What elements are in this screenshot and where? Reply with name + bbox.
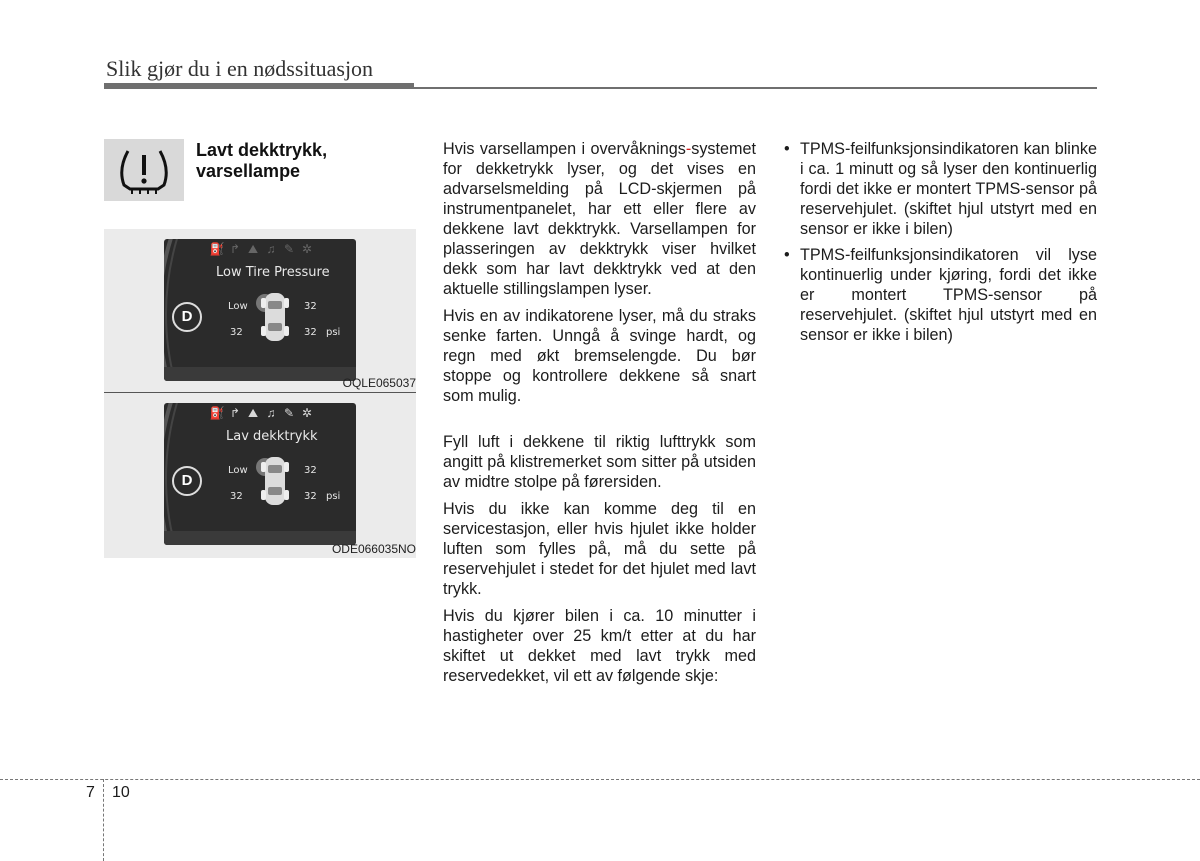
footer-vertical-rule xyxy=(103,779,104,861)
text-column-middle xyxy=(443,139,756,693)
bullet-mark: • xyxy=(784,246,790,264)
paragraph: Fyll luft i dekkene til riktig lufttrykk som angitt på klistremerket som sitter på utsiden av midtre stolpe på førersiden. xyxy=(443,433,756,491)
hyphen-mark: - xyxy=(685,140,692,158)
list-item xyxy=(784,139,1097,239)
wrench-icon: ✎ xyxy=(283,242,295,256)
paragraph: Hvis du kjører bilen i ca. 10 minutter i hastigheter over 25 km/t etter at du har skiftet ut dekket med lavt trykk med reservedekket, vil ett av følgende skje: xyxy=(443,607,756,685)
car-top-view-icon xyxy=(256,289,292,345)
turn-arrow-icon: ↱ xyxy=(229,406,241,420)
bullet-list xyxy=(784,139,1097,345)
cluster-display xyxy=(164,239,356,381)
cluster-menu-icons xyxy=(208,406,316,421)
pressure-unit: psi xyxy=(326,491,341,502)
front-left-pressure: Low xyxy=(228,301,248,312)
road-icon: ⛰ xyxy=(247,406,259,420)
text-column-right xyxy=(784,139,1097,351)
figure-code: ODE066035NO xyxy=(331,542,416,556)
gear-indicator: D xyxy=(172,466,202,496)
fuel-pump-icon: ⛽ xyxy=(209,406,225,420)
bullet-mark: • xyxy=(784,140,790,158)
tire-pressure-warning-icon xyxy=(104,139,184,201)
figure-tpms-norwegian xyxy=(104,393,416,558)
road-icon: ⛰ xyxy=(247,242,259,256)
turn-arrow-icon: ↱ xyxy=(229,242,241,256)
paragraph: Hvis en av indikatorene lyser, må du straks senke farten. Unngå å svinge hardt, og regn med økt bremselengde. Du bør stoppe og kontrollere dekkene så snart som mulig. xyxy=(443,307,756,405)
pressure-unit: psi xyxy=(326,327,341,338)
paragraph-text: systemet for dekketrykk lyser, og det vises en advarselsmelding på LCD-skjermen på instrumentpanelet, har ett eller flere av dekkene lavt dekktrykk. Varsellampen for plasseringen av dekktrykk viser hvilket dekk som har lavt dekktrykk ved at den aktuelle stillingslampen lyser. xyxy=(443,140,756,298)
figure-tpms-english xyxy=(104,229,416,392)
list-item-text: TPMS-feilfunksjonsindikatoren kan blinke i ca. 1 minutt og så lyser den kontinuerlig fordi det ikke er montert TPMS-sensor på reservehjulet. (skiftet hjul utstyrt med en sensor er ikke i bilen) xyxy=(800,140,1097,238)
cluster-message: Lav dekktrykk xyxy=(226,429,318,444)
list-item-text: TPMS-feilfunksjonsindikatoren vil lyse kontinuerlig under kjøring, fordi det ikke er montert TPMS-sensor på reservehjulet. (skiftet hjul utstyrt med en sensor er ikke i bilen) xyxy=(800,246,1097,344)
settings-icon: ✲ xyxy=(301,406,313,420)
rear-left-pressure: 32 xyxy=(230,327,243,338)
car-top-view-icon xyxy=(256,453,292,509)
rear-right-pressure: 32 xyxy=(304,491,317,502)
figure-code: OQLE065037 xyxy=(342,376,416,390)
cluster-message: Low Tire Pressure xyxy=(216,265,330,280)
cluster-display xyxy=(164,403,356,545)
header-rule-thin xyxy=(414,87,1097,89)
list-item xyxy=(784,245,1097,345)
paragraph: Hvis du ikke kan komme deg til en servicestasjon, eller hvis hjulet ikke holder luften som fylles på, må du sette på reservehjulet i stedet for det hjulet med lavt trykk. xyxy=(443,500,756,598)
paragraph xyxy=(443,139,756,299)
front-right-pressure: 32 xyxy=(304,465,317,476)
section-title-line1: Lavt dekktrykk, xyxy=(196,140,328,160)
footer-rule xyxy=(0,779,1200,780)
front-left-pressure: Low xyxy=(228,465,248,476)
cluster-bottom-bar xyxy=(164,367,356,381)
rear-right-pressure: 32 xyxy=(304,327,317,338)
header-rule-thick xyxy=(104,83,414,89)
front-right-pressure: 32 xyxy=(304,301,317,312)
section-title-line2: varsellampe xyxy=(196,161,301,181)
fuel-pump-icon: ⛽ xyxy=(209,242,225,256)
cluster-bottom-bar xyxy=(164,531,356,545)
music-icon: ♫ xyxy=(266,242,276,256)
paragraph-text: Hvis varsellampen i overvåknings xyxy=(443,140,686,158)
section-title xyxy=(196,140,396,182)
rear-left-pressure: 32 xyxy=(230,491,243,502)
gear-indicator: D xyxy=(172,302,202,332)
settings-icon: ✲ xyxy=(301,242,313,256)
chapter-number: 7 xyxy=(86,784,95,801)
page-number: 10 xyxy=(112,784,130,801)
wrench-icon: ✎ xyxy=(283,406,295,420)
page-header-title: Slik gjør du i en nødssituasjon xyxy=(106,56,374,81)
cluster-menu-icons xyxy=(208,242,316,257)
music-icon: ♫ xyxy=(266,406,276,420)
